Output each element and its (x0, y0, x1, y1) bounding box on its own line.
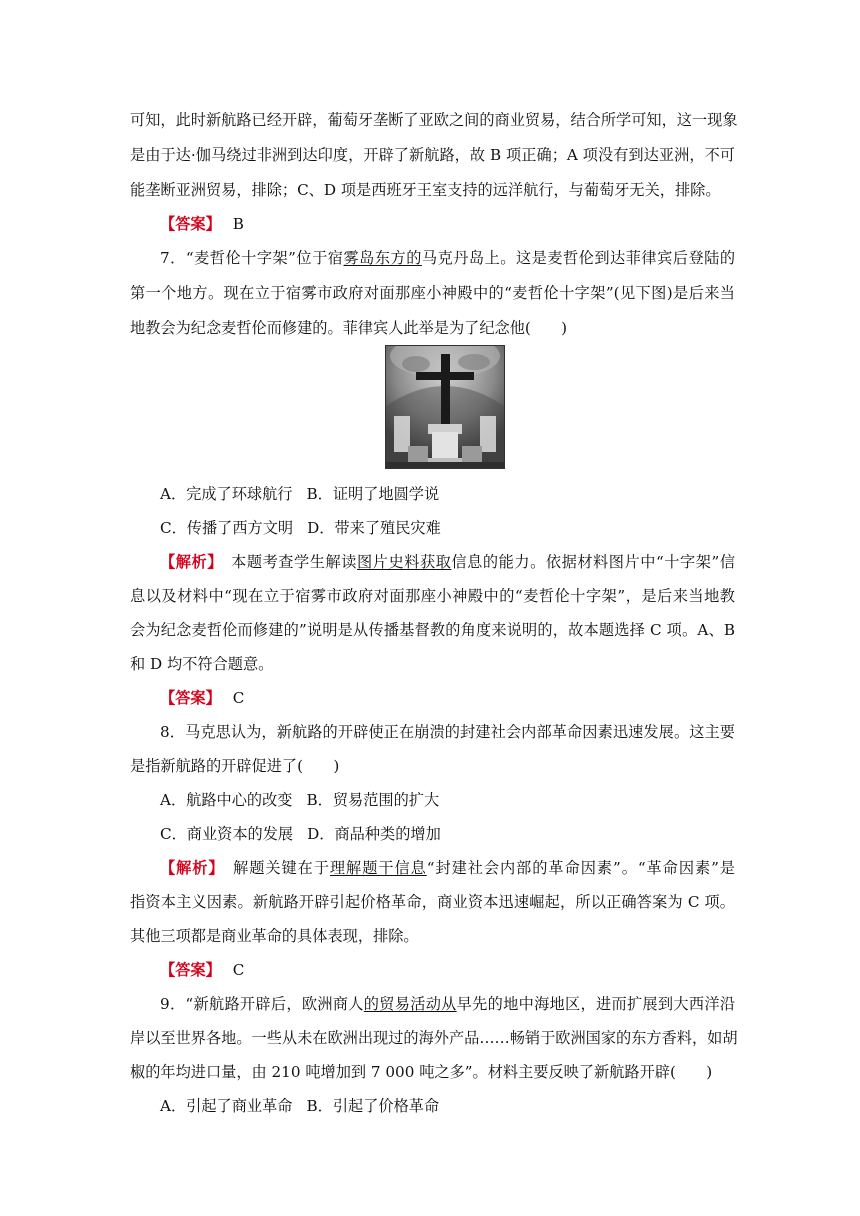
option-d: D．商品种类的增加 (307, 825, 441, 843)
question-8-analysis: 【解析】 解题关键在于理解题干信息“封建社会内部的革命因素”。“革命因素”是 (160, 859, 735, 877)
question-9-stem: 9．“新航路开辟后，欧洲商人的贸易活动从早先的地中海地区，进而扩展到大西洋沿 (160, 995, 736, 1013)
analysis-text-line: 指资本主义因素。新航路开辟引起价格革命，商业资本迅速崛起，所以正确答案为 C 项。 (130, 893, 735, 911)
answer-value: B (232, 215, 244, 233)
option-c: C．商业资本的发展 (160, 825, 294, 843)
answer-value: C (232, 689, 245, 707)
option-b: B．证明了地圆学说 (306, 485, 440, 503)
question-9-stem: 椒的年均进口量，由 210 吨增加到 7 000 吨之多”。材料主要反映了新航路开辟( ) (130, 1063, 713, 1081)
analysis-text-line: 能垄断亚洲贸易，排除；C、D 项是西班牙王室支持的远洋航行，与葡萄牙无关，排除。 (130, 181, 721, 199)
analysis-text-line: 是由于达·伽马绕过非洲到达印度，开辟了新航路，故 B 项正确；A 项没有到达亚洲，不可 (130, 146, 735, 164)
answer-row (160, 960, 735, 980)
analysis-label: 【解析】 (160, 859, 217, 877)
answer-row (160, 688, 735, 708)
answer-label: 【答案】 (160, 689, 221, 707)
option-d: D．带来了殖民灾难 (307, 519, 441, 537)
analysis-label: 【解析】 (160, 553, 216, 571)
question-7-stem: 地教会为纪念麦哲伦而修建的。菲律宾人此举是为了纪念他( ) (130, 319, 568, 337)
option-a: A．完成了环球航行 (160, 485, 293, 503)
question-8-options-cd (160, 824, 735, 844)
option-b: B．贸易范围的扩大 (306, 791, 440, 809)
option-c: C．传播了西方文明 (160, 519, 294, 537)
analysis-text-line: 可知，此时新航路已经开辟，葡萄牙垄断了亚欧之间的商业贸易，结合所学可知，这一现象 (130, 111, 738, 129)
question-8-options-ab (160, 790, 735, 810)
question-7-stem: 7．“麦哲伦十字架”位于宿雾岛东方的马克丹岛上。这是麦哲伦到达菲律宾后登陆的 (160, 249, 736, 267)
option-b: B．引起了价格革命 (306, 1097, 440, 1115)
magellan-cross-photo (385, 345, 505, 469)
analysis-text-line: 会为纪念麦哲伦而修建的”说明是从传播基督教的角度来说明的，故本题选择 C 项。A、B (130, 621, 735, 639)
answer-value: C (232, 961, 245, 979)
question-9-options-ab (160, 1096, 735, 1116)
option-a: A．航路中心的改变 (160, 791, 293, 809)
question-7-analysis: 【解析】 本题考查学生解读图片史料获取信息的能力。依据材料图片中“十字架”信 (160, 553, 736, 571)
question-8-stem: 8．马克思认为，新航路的开辟使正在崩溃的封建社会内部革命因素迅速发展。这主要 (160, 723, 735, 741)
answer-row (160, 214, 735, 234)
analysis-text-line: 息以及材料中“现在立于宿雾市政府对面那座小神殿中的“麦哲伦十字架”，是后来当地教 (130, 587, 735, 605)
option-a: A．引起了商业革命 (160, 1097, 293, 1115)
answer-label: 【答案】 (160, 961, 221, 979)
question-9-stem: 岸以至世界各地。一些从未在欧洲出现过的海外产品……畅销于欧洲国家的东方香料，如胡 (130, 1029, 738, 1047)
analysis-text-line: 其他三项都是商业革命的具体表现，排除。 (130, 927, 419, 945)
question-7-stem: 第一个地方。现在立于宿雾市政府对面那座小神殿中的“麦哲伦十字架”(见下图)是后来当 (130, 284, 735, 302)
analysis-text-line: 和 D 均不符合题意。 (130, 655, 274, 673)
question-7-options-ab (160, 484, 735, 504)
answer-label: 【答案】 (160, 215, 221, 233)
question-8-stem: 是指新航路的开辟促进了( ) (130, 757, 340, 775)
question-7-options-cd (160, 518, 735, 538)
